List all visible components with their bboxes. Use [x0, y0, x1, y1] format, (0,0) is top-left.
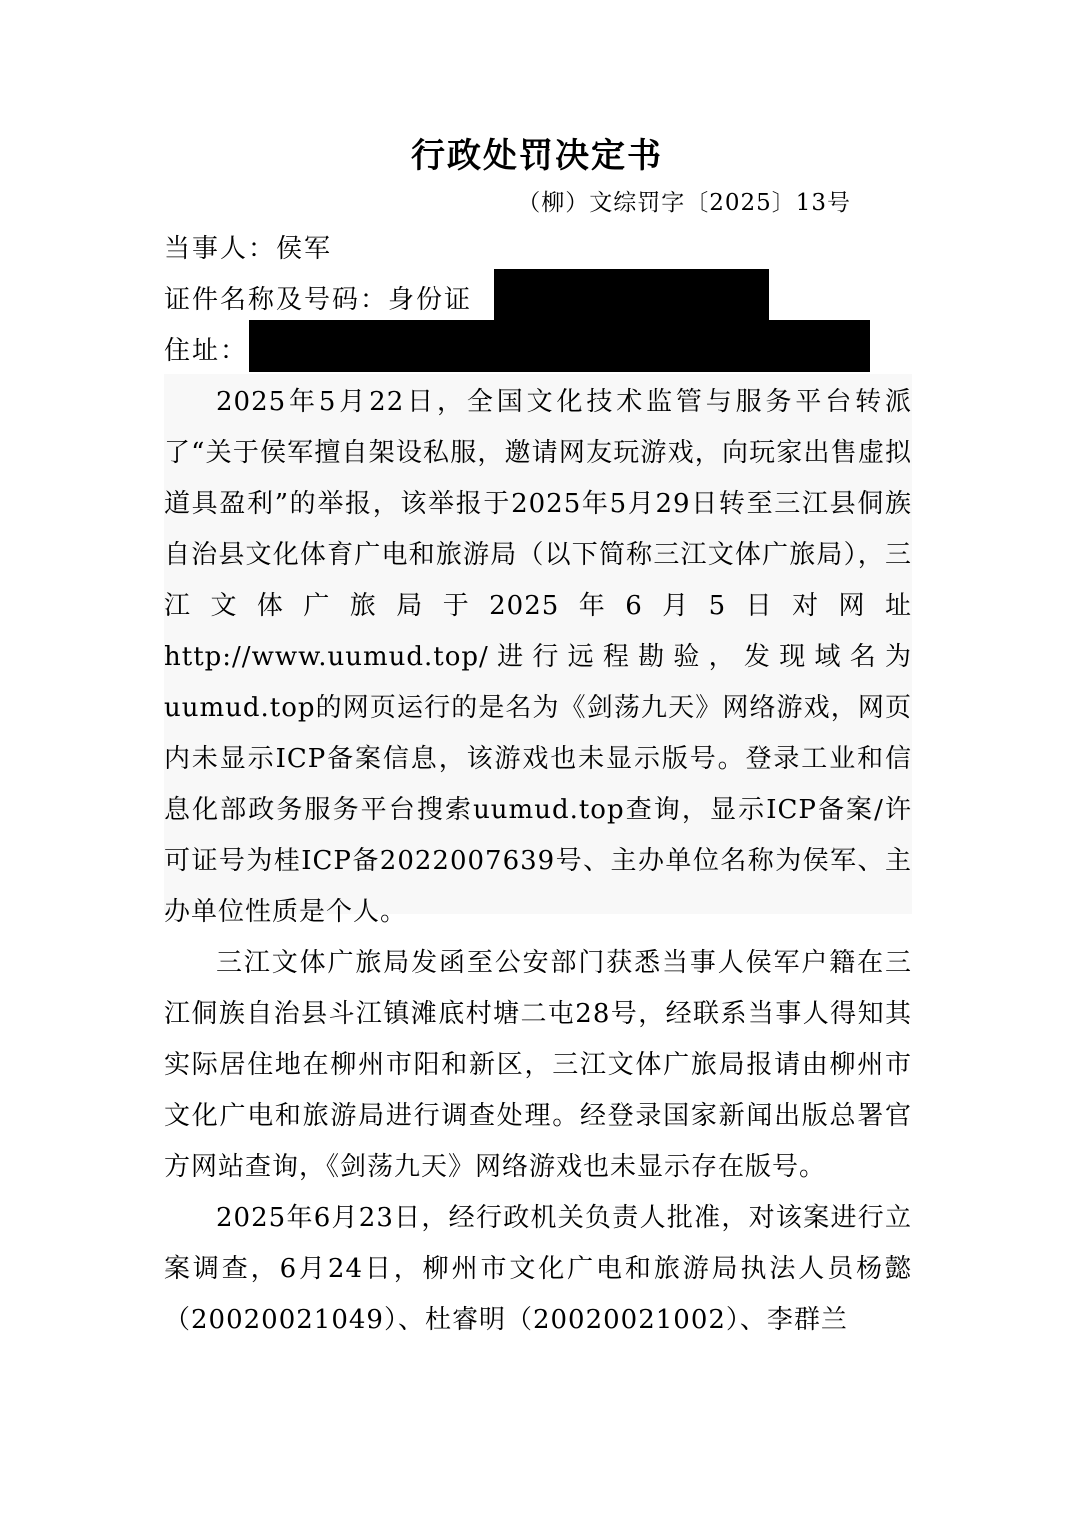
document-title: 行政处罚决定书 — [411, 136, 663, 176]
party-name: 当事人：侯军 — [164, 234, 333, 264]
party-address-label: 住址： — [164, 336, 249, 366]
paragraph-1: 2025年5月22日，全国文化技术监管与服务平台转派了“关于侯军擅自架设私服，邀请网友玩游戏，向玩家出售虚拟道具盈利”的举报，该举报于2025年5月29日转至三江县侗族自治县文化体育广电和旅游局（以下简称三江文体广旅局），三江文体广旅局于2025年6月5日对网址http://www.uumud.top/进行远程勘验，发现域名为uumud.top的网页运行的是名为《剑荡九天》网络游戏，网页内未显示ICP备案信息，该游戏也未显示版号。登录工业和信息化部政务服务平台搜索uumud.top查询，显示ICP备案/许可证号为桂ICP备2022007639号、主办单位名称为侯军、主办单位性质是个人。 — [164, 387, 912, 927]
paragraph-3: 2025年6月23日，经行政机关负责人批准，对该案进行立案调查，6月24日，柳州市文化广电和旅游局执法人员杨懿（20020021049）、杜睿明（20020021002）、李群兰 — [164, 1203, 912, 1335]
party-id: 证件名称及号码：身份证 — [164, 285, 473, 315]
document-body — [164, 377, 912, 1346]
document-number: （柳）文综罚字〔2025〕13号 — [517, 190, 851, 216]
id-number-redaction — [494, 269, 769, 320]
paragraph-2: 三江文体广旅局发函至公安部门获悉当事人侯军户籍在三江侗族自治县斗江镇滩底村塘二屯28号，经联系当事人得知其实际居住地在柳州市阳和新区，三江文体广旅局报请由柳州市文化广电和旅游局进行调查处理。经登录国家新闻出版总署官方网站查询，《剑荡九天》网络游戏也未显示存在版号。 — [164, 948, 912, 1182]
address-redaction — [249, 320, 870, 372]
